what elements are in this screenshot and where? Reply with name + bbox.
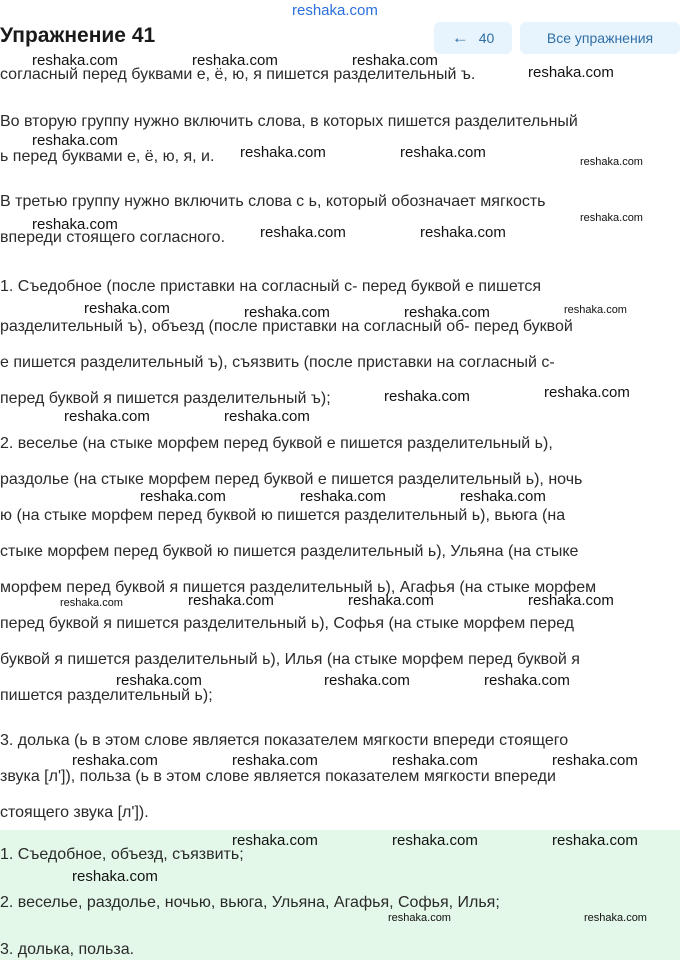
text-line: впереди стоящего согласного. [0,229,226,246]
watermark: reshaka.com [72,868,158,885]
text-line: стыке морфем перед буквой ю пишется разделительный ь), Ульяна (на стыке [0,543,579,560]
page-title: Упражнение 41 [0,24,156,47]
watermark: reshaka.com [244,304,330,321]
text-line: 2. веселье (на стыке морфем перед буквой е пишется разделительный ь), [0,435,553,452]
watermark: reshaka.com [260,224,346,241]
all-exercises-label: Все упражнения [546,30,654,46]
watermark: reshaka.com [72,752,158,769]
watermark: reshaka.com [348,592,434,609]
prev-exercise-label: 40 [478,30,495,46]
watermark: reshaka.com [324,672,410,689]
text-line: морфем перед буквой я пишется разделительный ь), Агафья (на стыке морфем [0,579,597,596]
watermark: reshaka.com [552,832,638,849]
watermark: reshaka.com [564,304,627,316]
text-line: пишется разделительный ь); [0,687,213,704]
watermark: reshaka.com [352,52,438,69]
watermark: reshaka.com [384,388,470,405]
text-line: В третью группу нужно включить слова с ь, который обозначает мягкость [0,193,546,210]
watermark: reshaka.com [64,408,150,425]
watermark: reshaka.com [116,672,202,689]
text-line: раздолье (на стыке морфем перед буквой е пишется разделительный ь), ночь [0,471,583,488]
watermark: reshaka.com [192,52,278,69]
watermark: reshaka.com [528,64,614,81]
text-line: разделительный ъ), объезд (после приставки на согласный об- перед буквой [0,318,573,335]
all-exercises-button[interactable] [520,22,680,54]
watermark: reshaka.com [140,488,226,505]
text-line: ю (на стыке морфем перед буквой ю пишется разделительный ь), вьюга (на [0,507,566,524]
text-line: ь перед буквами е, ё, ю, я, и. [0,148,215,165]
watermark: reshaka.com [404,304,490,321]
watermark: reshaka.com [484,672,570,689]
watermark: reshaka.com [300,488,386,505]
watermark: reshaka.com [392,832,478,849]
watermark: reshaka.com [552,752,638,769]
watermark: reshaka.com [60,597,123,609]
text-line: 3. долька (ь в этом слове является показателем мягкости впереди стоящего [0,732,569,749]
watermark: reshaka.com [392,752,478,769]
watermark: reshaka.com [580,212,643,224]
site-link[interactable]: reshaka.com [292,2,378,19]
text-line: перед буквой я пишется разделительный ь), Софья (на стыке морфем перед [0,615,574,632]
watermark: reshaka.com [584,912,647,924]
text-line: е пишется разделительный ъ), съязвить (после приставки на согласный с- [0,354,555,371]
watermark: reshaka.com [460,488,546,505]
answer-line: 3. долька, польза. [0,941,135,958]
text-line: стоящего звука [л']). [0,804,149,821]
text-line: согласный перед буквами е, ё, ю, я пишется разделительный ъ. [0,66,476,83]
watermark: reshaka.com [232,752,318,769]
watermark: reshaka.com [580,156,643,168]
answer-box [0,830,680,960]
text-line: буквой я пишется разделительный ь), Илья (на стыке морфем перед буквой я [0,651,580,668]
watermark: reshaka.com [420,224,506,241]
watermark: reshaka.com [388,912,451,924]
watermark: reshaka.com [224,408,310,425]
watermark: reshaka.com [188,592,274,609]
watermark: reshaka.com [32,216,118,233]
watermark: reshaka.com [232,832,318,849]
arrow-left-icon: ← [451,28,469,47]
text-line: Во вторую группу нужно включить слова, в которых пишется разделительный [0,113,578,130]
watermark: reshaka.com [544,384,630,401]
text-line: звука [л']), польза (ь в этом слове является показателем мягкости впереди [0,768,556,785]
text-line: 1. Съедобное (после приставки на согласный с- перед буквой е пишется [0,278,541,295]
watermark: reshaka.com [400,144,486,161]
answer-line: 2. веселье, раздолье, ночью, вьюга, Ульяна, Агафья, Софья, Илья; [0,894,500,911]
watermark: reshaka.com [528,592,614,609]
watermark: reshaka.com [32,52,118,69]
answer-line: 1. Съедобное, объезд, съязвить; [0,846,244,863]
watermark: reshaka.com [240,144,326,161]
prev-exercise-button[interactable] [434,22,512,54]
watermark: reshaka.com [84,300,170,317]
text-line: перед буквой я пишется разделительный ъ); [0,390,331,407]
watermark: reshaka.com [32,132,118,149]
